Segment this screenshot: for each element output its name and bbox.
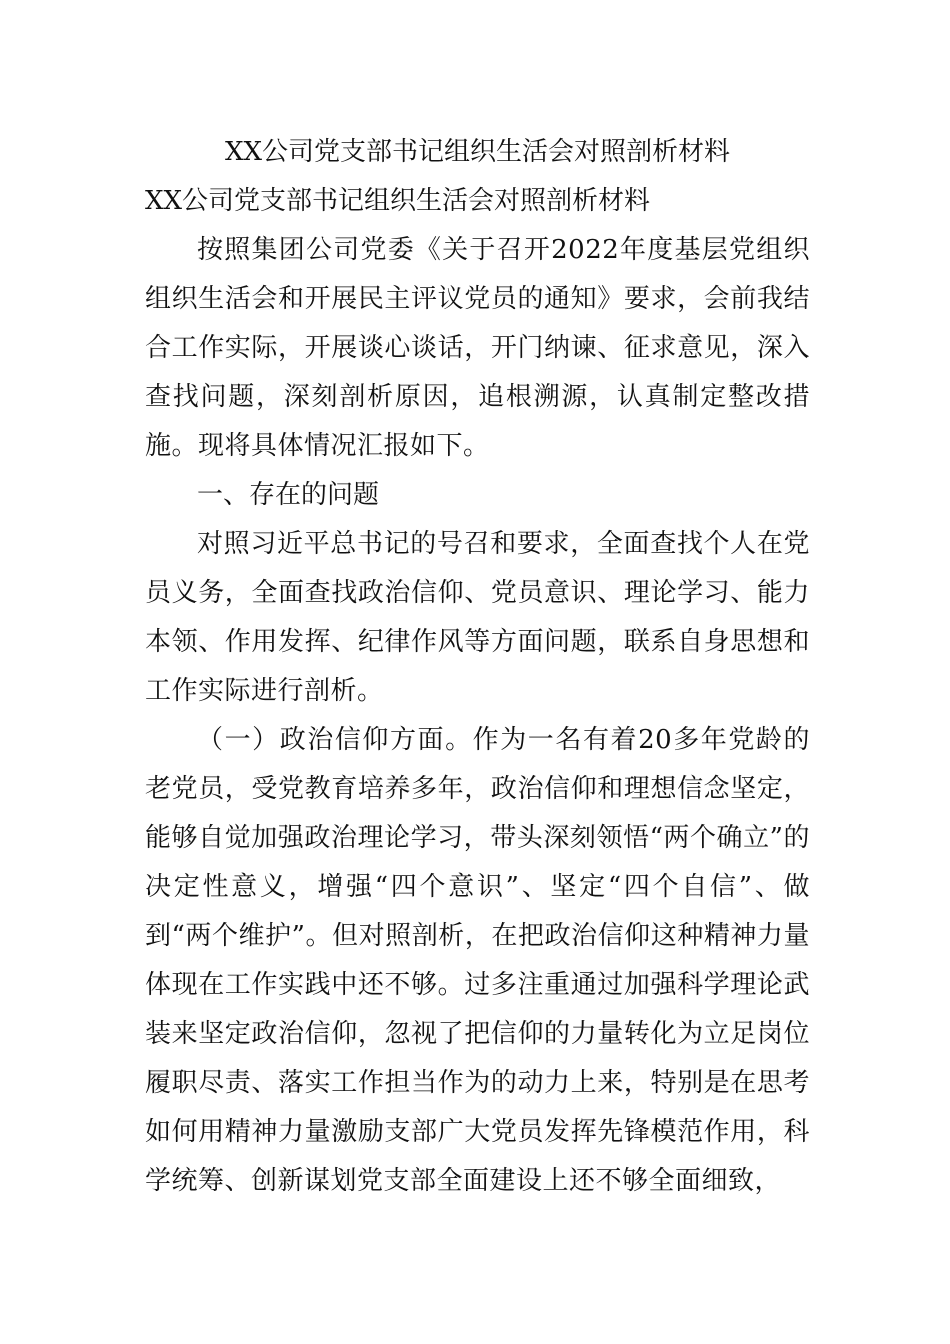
political-belief-paragraph: （一）政治信仰方面。作为一名有着20多年党龄的老党员，受党教育培养多年，政治信仰和理想信念坚定，能够自觉加强政治理论学习，带头深刻领悟“两个确立”的决定性意义，增强“四个意识”、坚定“四个自信”、做到“两个维护”。但对照剖析，在把政治信仰这种精神力量体现在工作实践中还不够。过多注重通过加强科学理论武装来坚定政治信仰，忽视了把信仰的力量转化为立足岗位履职尽责、落实工作担当作为的动力上来，特别是在思考如何用精神力量激励支部广大党员发挥先锋模范作用，科学统筹、创新谋划党支部全面建设上还不够全面细致， [145, 725, 810, 1196]
section-paragraph: 对照习近平总书记的号召和要求，全面查找个人在党员义务，全面查找政治信仰、党员意识、理论学习、能力本领、作用发挥、纪律作风等方面问题，联系自身思想和工作实际进行剖析。 [145, 529, 810, 706]
document-title: XX公司党支部书记组织生活会对照剖析材料 [224, 137, 731, 167]
document-subtitle: XX公司党支部书记组织生活会对照剖析材料 [145, 186, 651, 216]
intro-paragraph: 按照集团公司党委《关于召开2022年度基层党组织组织生活会和开展民主评议党员的通知》要求，会前我结合工作实际，开展谈心谈话，开门纳谏、征求意见，深入查找问题，深刻剖析原因，追根溯源，认真制定整改措施。现将具体情况汇报如下。 [145, 235, 810, 461]
document-body [145, 128, 810, 1206]
section-heading: 一、存在的问题 [197, 480, 380, 510]
